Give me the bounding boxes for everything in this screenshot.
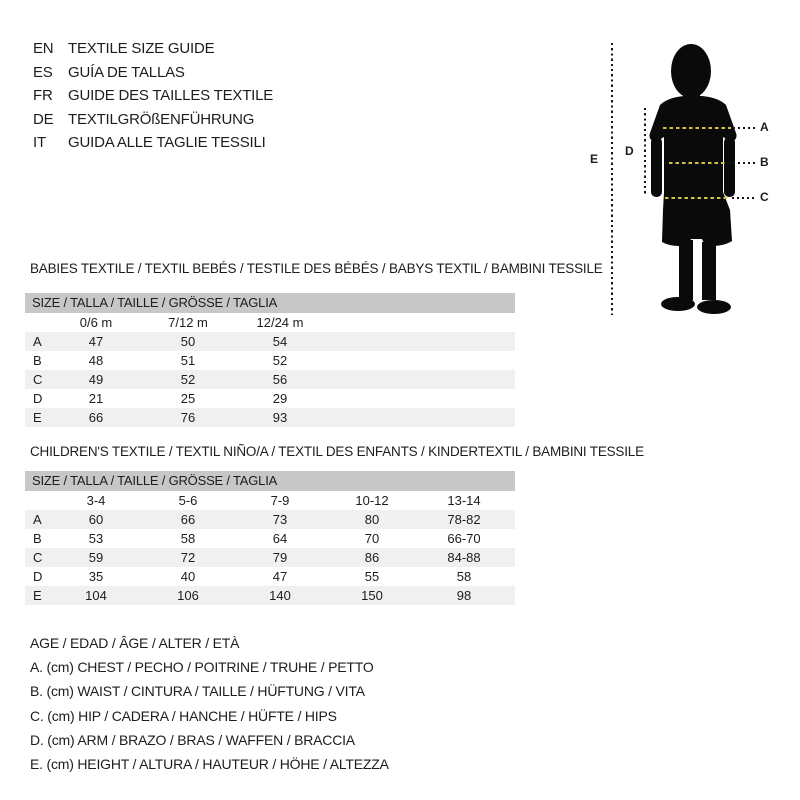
marker-waist: B xyxy=(760,155,769,169)
table-cell: 93 xyxy=(272,410,288,425)
table-cell: 48 xyxy=(88,353,104,368)
table-row xyxy=(25,313,515,332)
table-cell: D xyxy=(33,391,43,406)
table-cell: 12/24 m xyxy=(256,315,304,330)
table-cell: 106 xyxy=(177,588,199,603)
chest-measure-line xyxy=(663,127,731,129)
table-row xyxy=(25,567,515,586)
table-cell: 21 xyxy=(88,391,104,406)
table-cell: C xyxy=(33,550,43,565)
language-title: TEXTILGRÖßENFÜHRUNG xyxy=(68,110,255,128)
table-cell: C xyxy=(33,372,43,387)
table-cell xyxy=(25,313,50,332)
language-code: IT xyxy=(33,134,46,152)
children-size-table xyxy=(25,471,515,605)
table-cell xyxy=(418,408,510,427)
table-cell: 49 xyxy=(88,372,104,387)
table-row xyxy=(25,389,515,408)
table-row xyxy=(25,548,515,567)
hip-measure-line xyxy=(665,197,730,199)
language-title: GUÍA DE TALLAS xyxy=(68,63,185,81)
language-code: EN xyxy=(33,40,54,57)
child-silhouette-icon xyxy=(646,42,740,314)
table-cell xyxy=(418,313,510,332)
table-cell: 25 xyxy=(180,391,196,406)
table-cell: D xyxy=(33,569,43,584)
table-row xyxy=(25,491,515,510)
table-cell: 70 xyxy=(364,531,380,546)
table-cell: 53 xyxy=(88,531,104,546)
table-cell xyxy=(326,408,418,427)
table-row xyxy=(25,529,515,548)
table-cell: 13-14 xyxy=(447,493,481,508)
table-cell xyxy=(326,332,418,351)
table-cell xyxy=(326,351,418,370)
table-row xyxy=(25,351,515,370)
table-cell: 59 xyxy=(88,550,104,565)
size-header-bar: SIZE / TALLA / TAILLE / GRÖSSE / TAGLIA xyxy=(25,471,515,491)
height-measure-line xyxy=(611,43,613,315)
table-cell xyxy=(326,370,418,389)
table-row xyxy=(25,332,515,351)
babies-section-title: BABIES TEXTILE / TEXTIL BEBÉS / TESTILE DES BÉBÉS / BABYS TEXTIL / BAMBINI TESSILE xyxy=(30,261,603,276)
table-cell: 0/6 m xyxy=(79,315,113,330)
legend-arm: D. (cm) ARM / BRAZO / BRAS / WAFFEN / BRACCIA xyxy=(30,731,355,748)
table-cell: 84-88 xyxy=(447,550,481,565)
table-cell: 47 xyxy=(88,334,104,349)
table-cell: 52 xyxy=(272,353,288,368)
table-cell: B xyxy=(33,531,42,546)
table-cell: A xyxy=(33,334,42,349)
language-code: FR xyxy=(33,87,53,105)
size-header-bar: SIZE / TALLA / TAILLE / GRÖSSE / TAGLIA xyxy=(25,293,515,313)
table-cell: 80 xyxy=(364,512,380,527)
language-title: TEXTILE SIZE GUIDE xyxy=(68,40,215,57)
table-row xyxy=(25,408,515,427)
table-cell xyxy=(25,491,50,510)
marker-hip: C xyxy=(760,190,769,204)
table-cell: 104 xyxy=(85,588,107,603)
waist-measure-line xyxy=(669,162,726,164)
language-title: GUIDA ALLE TAGLIE TESSILI xyxy=(68,134,266,152)
table-cell: 54 xyxy=(272,334,288,349)
chest-leader-line xyxy=(733,127,757,129)
hip-leader-line xyxy=(732,197,757,199)
marker-height: E xyxy=(590,152,599,166)
legend-chest: A. (cm) CHEST / PECHO / POITRINE / TRUHE / PETTO xyxy=(30,659,374,676)
table-cell xyxy=(418,389,510,408)
table-cell: 78-82 xyxy=(447,512,481,527)
table-cell xyxy=(418,370,510,389)
table-cell: A xyxy=(33,512,42,527)
table-cell: 76 xyxy=(180,410,196,425)
measurement-legend xyxy=(30,631,389,776)
table-row xyxy=(25,510,515,529)
marker-chest: A xyxy=(760,120,769,134)
table-cell: 56 xyxy=(272,372,288,387)
table-cell: 55 xyxy=(364,569,380,584)
waist-leader-line xyxy=(728,162,757,164)
children-section-title: CHILDREN'S TEXTILE / TEXTIL NIÑO/A / TEXTIL DES ENFANTS / KINDERTEXTIL / BAMBINI TESSILE xyxy=(30,444,644,459)
table-cell: 10-12 xyxy=(355,493,389,508)
table-cell: 150 xyxy=(361,588,383,603)
legend-age: AGE / EDAD / ÂGE / ALTER / ETÀ xyxy=(30,635,240,651)
table-cell: 73 xyxy=(272,512,288,527)
table-cell: 35 xyxy=(88,569,104,584)
table-cell: 29 xyxy=(272,391,288,406)
legend-height: E. (cm) HEIGHT / ALTURA / HAUTEUR / HÖHE / ALTEZZA xyxy=(30,755,389,772)
table-cell: 50 xyxy=(180,334,196,349)
table-cell: 66-70 xyxy=(447,531,481,546)
table-cell: 66 xyxy=(88,410,104,425)
table-cell: 7/12 m xyxy=(168,315,208,330)
table-cell: E xyxy=(33,588,42,603)
legend-hip: C. (cm) HIP / CADERA / HANCHE / HÜFTE / HIPS xyxy=(30,707,337,724)
table-cell: B xyxy=(33,353,42,368)
marker-arm: D xyxy=(625,144,634,158)
measurement-diagram xyxy=(0,0,800,330)
table-cell: 5-6 xyxy=(178,493,198,508)
legend-waist: B. (cm) WAIST / CINTURA / TAILLE / HÜFTUNG / VITA xyxy=(30,683,365,700)
babies-size-table xyxy=(25,293,515,427)
table-cell xyxy=(326,313,418,332)
table-cell: 47 xyxy=(272,569,288,584)
table-cell: 52 xyxy=(180,372,196,387)
table-cell: 40 xyxy=(180,569,196,584)
table-cell: 3-4 xyxy=(86,493,106,508)
table-cell: 72 xyxy=(180,550,196,565)
table-cell xyxy=(326,389,418,408)
table-cell: E xyxy=(33,410,42,425)
table-cell: 60 xyxy=(88,512,104,527)
table-row xyxy=(25,586,515,605)
table-cell: 66 xyxy=(180,512,196,527)
table-cell: 64 xyxy=(272,531,288,546)
language-code: DE xyxy=(33,110,54,128)
table-cell: 86 xyxy=(364,550,380,565)
table-cell: 79 xyxy=(272,550,288,565)
language-title: GUIDE DES TAILLES TEXTILE xyxy=(68,87,274,105)
table-cell xyxy=(418,332,510,351)
table-cell: 7-9 xyxy=(270,493,290,508)
table-cell: 58 xyxy=(180,531,196,546)
arm-measure-line xyxy=(644,108,646,194)
table-cell xyxy=(418,351,510,370)
table-cell: 58 xyxy=(456,569,472,584)
table-cell: 51 xyxy=(180,353,196,368)
table-cell: 140 xyxy=(269,588,291,603)
language-code: ES xyxy=(33,63,53,81)
table-row xyxy=(25,370,515,389)
table-cell: 98 xyxy=(456,588,472,603)
